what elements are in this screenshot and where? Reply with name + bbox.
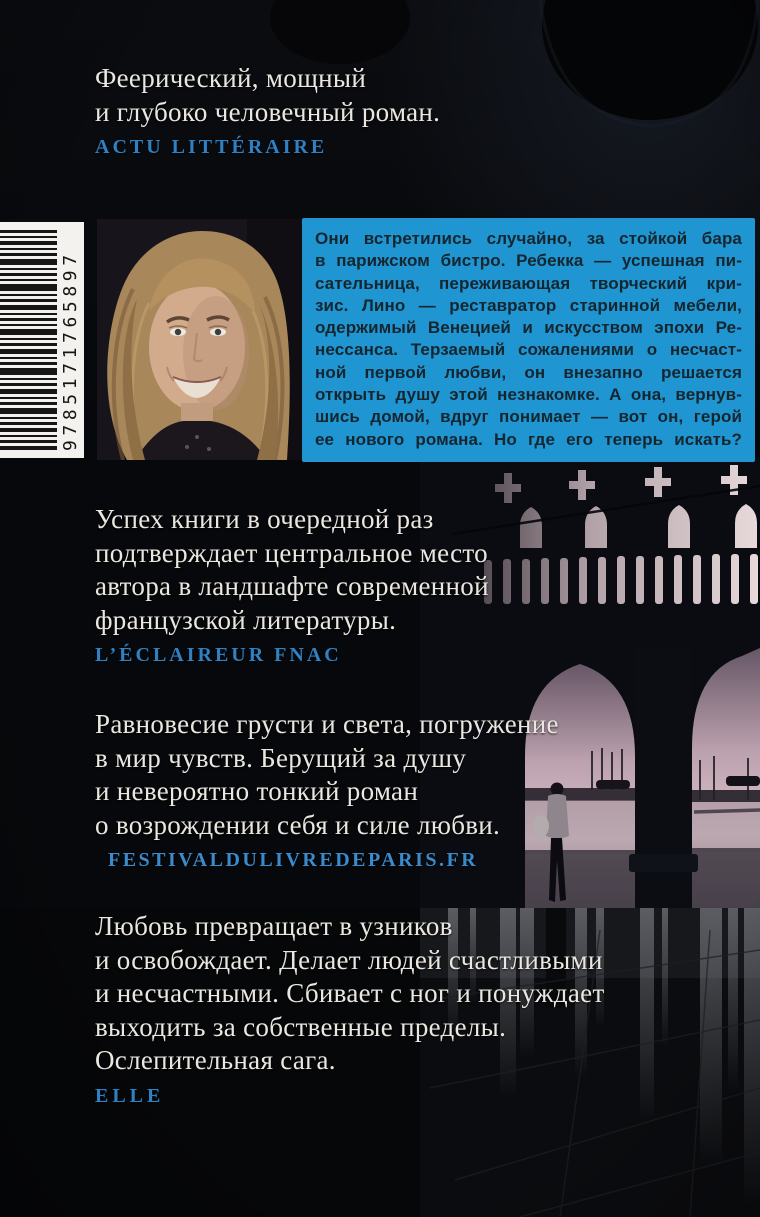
quote-line: и несчастными. Сбивает с ног и понуждает bbox=[95, 978, 605, 1008]
barcode-number: 9785171765897 bbox=[60, 250, 81, 451]
annotation-line: в парижском бистро. Ребекка — успешная пи- bbox=[315, 251, 742, 271]
annotation-line: ее нового романа. Но где его теперь искать? bbox=[315, 429, 742, 449]
quote-line: Феерический, мощный bbox=[95, 63, 367, 93]
annotation-line: Они встретились случайно, за стойкой бара bbox=[315, 229, 742, 248]
quote-attribution: ACTU LITTÉRAIRE bbox=[95, 136, 328, 158]
quote-line: и невероятно тонкий роман bbox=[95, 776, 419, 806]
quote-line: французской литературы. bbox=[95, 604, 397, 635]
annotation-line: ной первой любви, он внезапно решается bbox=[315, 362, 742, 382]
quote-block-4 bbox=[95, 910, 605, 1111]
annotation-box bbox=[302, 218, 755, 462]
quote-line: Любовь превращает в узников bbox=[95, 911, 453, 941]
quote-attribution: FESTIVALDULIVREDEPARIS.FR bbox=[108, 849, 479, 871]
quote-line: и освобождает. Делает людей счастливыми bbox=[95, 944, 603, 975]
quote-line: Равновесие грусти и света, погружение bbox=[95, 709, 559, 739]
quote-line: подтверждает центральное место bbox=[95, 537, 488, 568]
quote-block-1 bbox=[95, 62, 440, 162]
quote-line: Успех книги в очередной раз bbox=[95, 504, 434, 534]
quote-attribution: ELLE bbox=[95, 1084, 165, 1107]
quote-line: о возрождении себя и силе любви. bbox=[95, 809, 501, 840]
annotation-line: одержимый Венецией и искусством эпохи Ре- bbox=[315, 318, 742, 338]
quote-line: выходить за собственные пределы. bbox=[95, 1011, 507, 1042]
annotation-line: нессанса. Терзаемый сожалениями о несчаст- bbox=[315, 340, 742, 360]
annotation-line: открыть душу этой незнакомке. А она, вернув- bbox=[315, 385, 742, 405]
annotation-line: шись домой, вдруг понимает — вот он, герой bbox=[315, 407, 742, 427]
quote-line: и глубоко человечный роман. bbox=[95, 96, 441, 127]
quote-line: автора в ландшафте современной bbox=[95, 571, 489, 601]
author-photo bbox=[97, 219, 302, 460]
annotation-line: зис. Лино — реставратор старинной мебели, bbox=[315, 295, 742, 315]
author-portrait-illustration bbox=[97, 219, 302, 460]
quote-block-3 bbox=[95, 708, 559, 875]
quote-attribution: L’ÉCLAIREUR FNAC bbox=[95, 644, 342, 666]
annotation-line: сательница, переживающая творческий кри- bbox=[315, 273, 742, 293]
quote-line: Ослепительная сага. bbox=[95, 1045, 336, 1075]
quote-block-2 bbox=[95, 503, 489, 670]
quote-line: в мир чувств. Берущий за душу bbox=[95, 742, 467, 773]
